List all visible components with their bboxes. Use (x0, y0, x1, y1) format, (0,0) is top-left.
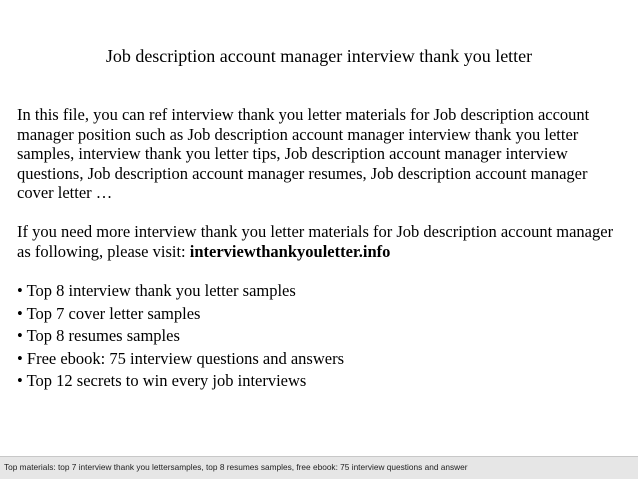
list-item: • Top 8 resumes samples (17, 326, 180, 345)
footer-bar (0, 456, 638, 479)
list-item: • Top 8 interview thank you letter samples (17, 281, 296, 300)
list-item: • Top 7 cover letter samples (17, 303, 201, 323)
slide-title: Job description account manager interview thank you letter (105, 46, 533, 66)
list-item: • Top 12 secrets to win every job interviews (17, 371, 307, 390)
intro-paragraph: In this file, you can ref interview thank you letter materials for Job description account manager position such as Job description account manager interview thank you letter samples, interview thank you letter tips, Job description account manager interview questions, Job description account manager resumes, Job description account manager cover letter … (17, 105, 590, 203)
visit-text: If you need more interview thank you letter materials for Job description account manager as following, please visit: (17, 222, 614, 261)
list-item: • Free ebook: 75 interview questions and answers (17, 348, 344, 368)
materials-list (17, 280, 617, 393)
visit-paragraph (17, 222, 627, 261)
site-link[interactable]: interviewthankyouletter.info (189, 241, 391, 261)
footer-text: Top materials: top 7 interview thank you lettersamples, top 8 resumes samples, free ebook: 75 interview questions and answer (4, 462, 468, 472)
